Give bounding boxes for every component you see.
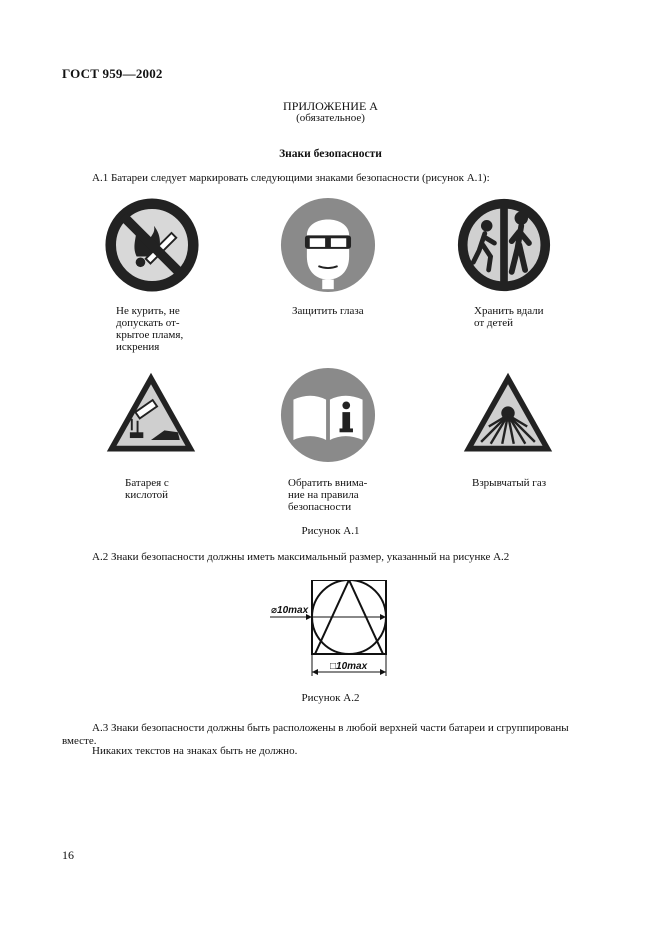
- section-title: Знаки безопасности: [279, 148, 382, 160]
- caption-acid-warning: Батарея с кислотой: [125, 477, 169, 501]
- caption-explosive-gas: Взрывчатый газ: [472, 477, 547, 489]
- annex-subtitle: (обязательное): [296, 112, 365, 124]
- diameter-label: ⌀10max: [271, 605, 309, 616]
- caption-no-smoking: Не курить, не допускать от- крытое пламя, искрения: [116, 305, 184, 353]
- page-number: 16: [62, 848, 74, 862]
- square-size-label: □10max: [330, 661, 368, 672]
- figure-2-caption: Рисунок А.2: [301, 692, 360, 704]
- document-code: ГОСТ 959—2002: [62, 66, 163, 81]
- read-instructions-icon: [280, 367, 376, 463]
- paragraph-a3-continued: вместе.: [62, 735, 97, 747]
- acid-warning-icon: [103, 367, 199, 463]
- paragraph-a3: А.3 Знаки безопасности должны быть расположены в любой верхней части батареи и сгруппированы: [92, 722, 569, 734]
- paragraph-a2: А.2 Знаки безопасности должны иметь максимальный размер, указанный на рисунке А.2: [92, 551, 510, 563]
- explosive-gas-icon: [460, 367, 556, 463]
- no-smoking-icon: [104, 197, 200, 293]
- figure-1-caption: Рисунок А.1: [301, 525, 360, 537]
- eye-protection-icon: [280, 197, 376, 293]
- annex-title: ПРИЛОЖЕНИЕ А: [283, 99, 378, 113]
- caption-eye-protection: Защитить глаза: [292, 305, 364, 317]
- paragraph-a1: А.1 Батареи следует маркировать следующими знаками безопасности (рисунок А.1):: [92, 172, 490, 184]
- caption-keep-away-children: Хранить вдали от детей: [474, 305, 544, 329]
- caption-read-instructions: Обратить внима- ние на правила безопасности: [288, 477, 368, 513]
- keep-away-children-icon: [456, 197, 552, 293]
- paragraph-a4: Никаких текстов на знаках быть не должно.: [92, 745, 298, 757]
